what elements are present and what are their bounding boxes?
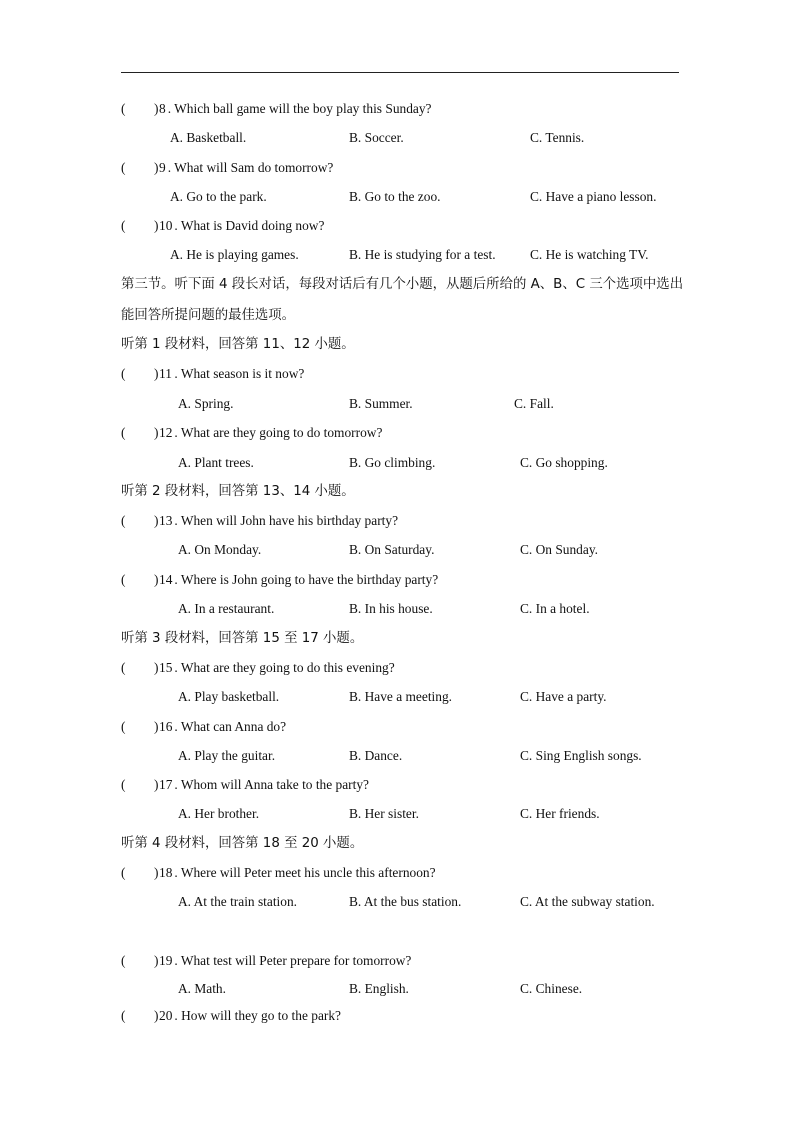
question-close-paren: ) [154, 101, 159, 116]
answer-option: C. Fall. [514, 396, 554, 411]
section-instruction: 能回答所提问题的最佳选项。 [121, 308, 296, 323]
question-open-paren: ( [121, 777, 126, 792]
answer-option: B. He is studying for a test. [349, 247, 496, 262]
question-open-paren: ( [121, 572, 126, 587]
question-text: . What can Anna do? [174, 719, 287, 734]
question-close-paren: ) [154, 865, 159, 880]
answer-option: A. At the train station. [178, 894, 298, 909]
question-close-paren: ) [154, 1008, 159, 1023]
question-open-paren: ( [121, 513, 126, 528]
question-text: . Which ball game will the boy play this Sunday? [167, 101, 432, 116]
question-close-paren: ) [154, 513, 159, 528]
answer-option: B. English. [349, 981, 409, 996]
answer-option: C. Go shopping. [520, 455, 608, 470]
question-text: . How will they go to the park? [174, 1008, 341, 1023]
answer-option: A. Play the guitar. [178, 748, 276, 763]
answer-option: C. Have a piano lesson. [530, 189, 657, 204]
question-text: . When will John have his birthday party? [174, 513, 399, 528]
answer-option: C. Her friends. [520, 806, 600, 821]
answer-option: B. At the bus station. [349, 894, 462, 909]
question-number: 11 [159, 366, 172, 381]
question-number: 19 [159, 953, 173, 968]
answer-option: B. Go to the zoo. [349, 189, 441, 204]
passage-header: 听第 3 段材料，回答第 15 至 17 小题。 [121, 631, 364, 646]
passage-header: 听第 4 段材料，回答第 18 至 20 小题。 [121, 836, 364, 851]
answer-option: B. Her sister. [349, 806, 419, 821]
question-number: 13 [159, 513, 173, 528]
question-text: . What is David doing now? [174, 218, 325, 233]
answer-option: A. Play basketball. [178, 689, 280, 704]
question-close-paren: ) [154, 218, 159, 233]
question-text: . What season is it now? [174, 366, 305, 381]
answer-option: B. Dance. [349, 748, 403, 763]
answer-option: C. At the subway station. [520, 894, 655, 909]
question-close-paren: ) [154, 572, 159, 587]
answer-option: B. In his house. [349, 601, 433, 616]
question-text: . What are they going to do tomorrow? [174, 425, 383, 440]
question-text: . What test will Peter prepare for tomorrow? [174, 953, 412, 968]
passage-header: 听第 2 段材料，回答第 13、14 小题。 [121, 484, 355, 499]
question-number: 8 [159, 101, 166, 116]
answer-option: A. He is playing games. [170, 247, 299, 262]
question-close-paren: ) [154, 719, 159, 734]
question-open-paren: ( [121, 865, 126, 880]
question-open-paren: ( [121, 953, 126, 968]
section-instruction: 第三节。听下面 4 段长对话，每段对话后有几个小题，从题后所给的 A、B、C 三个选项中选出 [121, 277, 684, 292]
question-number: 12 [159, 425, 173, 440]
question-number: 17 [159, 777, 173, 792]
answer-option: B. Summer. [349, 396, 413, 411]
question-open-paren: ( [121, 101, 126, 116]
question-number: 18 [159, 865, 173, 880]
answer-option: B. On Saturday. [349, 542, 435, 557]
question-text: . What are they going to do this evening? [174, 660, 395, 675]
answer-option: A. Plant trees. [178, 455, 254, 470]
answer-option: B. Soccer. [349, 130, 404, 145]
question-close-paren: ) [154, 660, 159, 675]
question-text: . Whom will Anna take to the party? [174, 777, 370, 792]
question-open-paren: ( [121, 160, 126, 175]
answer-option: C. Have a party. [520, 689, 607, 704]
answer-option: C. He is watching TV. [530, 247, 649, 262]
question-close-paren: ) [154, 777, 159, 792]
answer-option: A. On Monday. [178, 542, 262, 557]
answer-option: C. Sing English songs. [520, 748, 642, 763]
passage-header: 听第 1 段材料，回答第 11、12 小题。 [121, 337, 355, 352]
question-number: 15 [159, 660, 173, 675]
question-open-paren: ( [121, 719, 126, 734]
question-open-paren: ( [121, 1008, 126, 1023]
question-text: . What will Sam do tomorrow? [167, 160, 334, 175]
question-number: 20 [159, 1008, 173, 1023]
question-close-paren: ) [154, 425, 159, 440]
question-close-paren: ) [154, 160, 159, 175]
answer-option: A. Spring. [178, 396, 234, 411]
top-rule [121, 72, 679, 73]
answer-option: A. Go to the park. [170, 189, 267, 204]
question-open-paren: ( [121, 660, 126, 675]
answer-option: A. Math. [178, 981, 226, 996]
question-number: 16 [159, 719, 173, 734]
question-text: . Where will Peter meet his uncle this afternoon? [174, 865, 436, 880]
answer-option: C. Tennis. [530, 130, 585, 145]
answer-option: B. Have a meeting. [349, 689, 452, 704]
question-text: . Where is John going to have the birthday party? [174, 572, 439, 587]
answer-option: A. Basketball. [170, 130, 247, 145]
question-open-paren: ( [121, 218, 126, 233]
question-number: 9 [159, 160, 166, 175]
question-number: 10 [159, 218, 173, 233]
question-open-paren: ( [121, 425, 126, 440]
question-close-paren: ) [154, 366, 159, 381]
question-number: 14 [159, 572, 173, 587]
answer-option: C. In a hotel. [520, 601, 590, 616]
answer-option: A. In a restaurant. [178, 601, 275, 616]
answer-option: B. Go climbing. [349, 455, 436, 470]
answer-option: C. On Sunday. [520, 542, 598, 557]
answer-option: A. Her brother. [178, 806, 260, 821]
question-close-paren: ) [154, 953, 159, 968]
question-open-paren: ( [121, 366, 126, 381]
answer-option: C. Chinese. [520, 981, 583, 996]
